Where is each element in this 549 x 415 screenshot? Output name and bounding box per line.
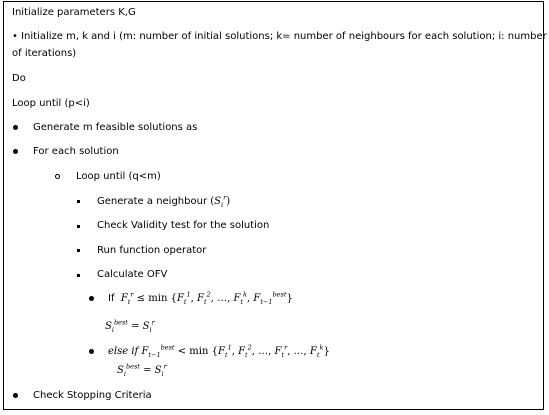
algorithm-box [3,1,547,410]
elseif-formula: $F_{t-1}^{best} < \min \{F_t^1$, $F_t^2$, …, $F_t^r$, …, $F_t^k$} [141,343,330,359]
square-bullet-icon [77,200,80,203]
validity-line: Check Validity test for the solution [97,220,270,231]
bullet-icon [13,125,18,130]
generate-solutions-line: Generate m feasible solutions as [33,122,198,133]
for-each-solution-line: For each solution [33,146,119,157]
if-keyword: If [108,293,115,304]
assign-line-1 [105,320,155,333]
loop-until-q-line: Loop until (q<m) [76,171,161,182]
elseif-keyword: else if [108,346,139,357]
assign-formula-2: $S_i^{best} = S_i^r$ [117,362,167,378]
generate-neighbour-text: Generate a neighbour [97,196,208,207]
circle-bullet-icon [55,174,60,179]
square-bullet-icon [77,225,80,228]
do-line: Do [12,73,26,84]
if-condition-line [108,292,293,305]
assign-formula-1: $S_i^{best} = S_i^r$ [105,318,155,334]
init-params-line: Initialize parameters K,G [12,7,136,18]
bullet-icon [89,296,94,301]
square-bullet-icon [77,249,80,252]
stopping-criteria-line: Check Stopping Criteria [33,390,152,401]
square-bullet-icon [77,274,80,277]
elseif-condition-line [108,345,330,358]
bullet-icon [13,149,18,154]
neighbour-formula: $(S_i^r)$ [210,193,231,209]
init-vars-line: • Initialize m, k and i (m: number of initial solutions; k= number of neighbours for each solution; i: number [12,31,547,42]
bullet-icon [89,349,94,354]
if-formula: $F_t^r \le \min \{F_t^1$, $F_t^2$, …, $F_t^k$, $F_{t-1}^{best}$} [120,290,293,306]
run-operator-line: Run function operator [97,245,207,256]
loop-until-p-line: Loop until (p<i) [12,98,90,109]
generate-neighbour-line [97,195,230,208]
init-vars-line-cont: of iterations) [12,48,77,59]
assign-line-2 [117,364,167,377]
bullet-icon [13,393,18,398]
calc-ofv-line: Calculate OFV [97,269,168,280]
